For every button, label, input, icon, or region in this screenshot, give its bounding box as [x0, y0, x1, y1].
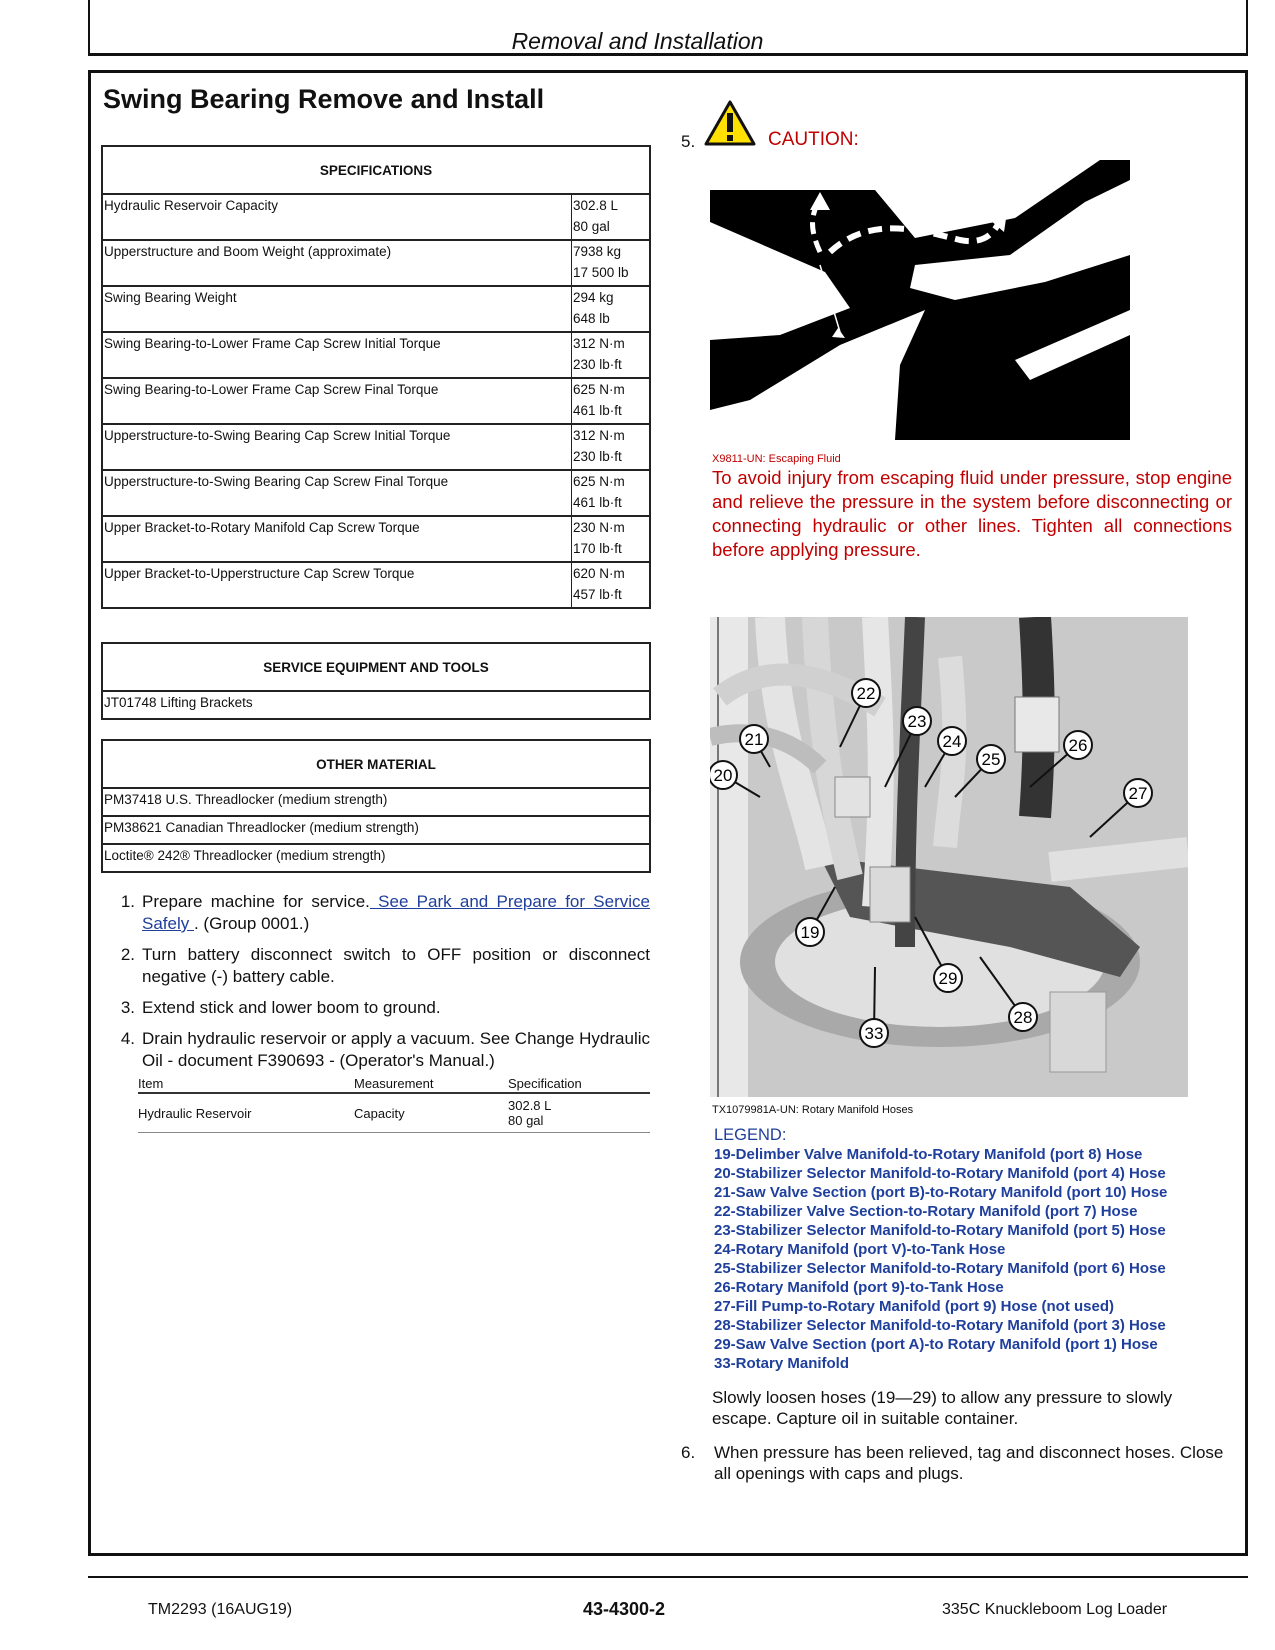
spec-label: Swing Bearing-to-Lower Frame Cap Screw Initial Torque — [102, 332, 572, 378]
legend-item: 25-Stabilizer Selector Manifold-to-Rotary Manifold (port 6) Hose — [714, 1260, 1166, 1277]
step-6-text: When pressure has been relieved, tag and disconnect hoses. Close all openings with caps and plugs. — [714, 1443, 1224, 1483]
spec-label: Upperstructure and Boom Weight (approximate) — [102, 240, 572, 286]
legend-item: 24-Rotary Manifold (port V)-to-Tank Hose — [714, 1241, 1006, 1258]
step-5-after-text: Slowly loosen hoses (19—29) to allow any pressure to slowly escape. Capture oil in suitable container. — [712, 1388, 1173, 1428]
step-text: Prepare machine for service. — [142, 892, 370, 911]
caution-text: To avoid injury from escaping fluid under pressure, stop engine and relieve the pressure in the system before disconnecting or connecting hydraulic or other lines. Tighten all connections before applying pressure. — [712, 467, 1232, 560]
legend — [714, 1126, 1234, 1373]
spec-value — [572, 562, 651, 608]
spec-value — [572, 240, 651, 286]
step-3 — [109, 997, 650, 1019]
step-5-number: 5. — [681, 132, 696, 151]
spec-value-imperial: 648 lb — [573, 311, 610, 326]
svg-text:33: 33 — [864, 1024, 884, 1043]
spec-value — [572, 332, 651, 378]
service-tools-heading: SERVICE EQUIPMENT AND TOOLS — [102, 643, 650, 691]
spec-label: Upperstructure-to-Swing Bearing Cap Screw Initial Torque — [102, 424, 572, 470]
step-text: Turn battery disconnect switch to OFF position or disconnect negative (-) battery cable. — [142, 945, 650, 986]
legend-item: 23-Stabilizer Selector Manifold-to-Rotary Manifold (port 5) Hose — [714, 1222, 1166, 1239]
spec-value — [572, 194, 651, 240]
spec-value-metric: 230 N·m — [573, 520, 625, 535]
spec-value-imperial: 461 lb·ft — [573, 495, 622, 510]
legend-item: 19-Delimber Valve Manifold-to-Rotary Manifold (port 8) Hose — [714, 1146, 1143, 1163]
legend-item: 20-Stabilizer Selector Manifold-to-Rotary Manifold (port 4) Hose — [714, 1165, 1166, 1182]
spec-label: Swing Bearing Weight — [102, 286, 572, 332]
step-number: 2. — [120, 945, 135, 964]
spec-value-imperial: 230 lb·ft — [573, 357, 622, 372]
spec-value-imperial: 17 500 lb — [573, 265, 629, 280]
legend-item: 27-Fill Pump-to-Rotary Manifold (port 9) Hose (not used) — [714, 1298, 1114, 1315]
spec-row — [102, 240, 650, 286]
spec-row — [102, 332, 650, 378]
spec-value — [572, 378, 651, 424]
spec-label: Upper Bracket-to-Upperstructure Cap Screw Torque — [102, 562, 572, 608]
legend-item: 26-Rotary Manifold (port 9)-to-Tank Hose — [714, 1279, 1004, 1296]
spec-value — [572, 470, 651, 516]
spec-row — [102, 286, 650, 332]
cell-specification — [508, 1093, 650, 1133]
step-number: 3. — [120, 998, 135, 1017]
legend-item: 22-Stabilizer Valve Section-to-Rotary Manifold (port 7) Hose — [714, 1203, 1138, 1220]
spec-value-metric: 7938 kg — [573, 244, 622, 259]
other-material-item: Loctite® 242® Threadlocker (medium strength) — [102, 844, 650, 872]
other-material-heading: OTHER MATERIAL — [102, 740, 650, 788]
park-prepare-link[interactable]: See Park and Prepare for Service Safely — [142, 892, 650, 933]
svg-text:28: 28 — [1013, 1008, 1033, 1027]
spec-label: Upperstructure-to-Swing Bearing Cap Screw Final Torque — [102, 470, 572, 516]
spec-label: Swing Bearing-to-Lower Frame Cap Screw Final Torque — [102, 378, 572, 424]
table-row — [138, 1093, 650, 1133]
rotary-manifold-figure — [710, 617, 1188, 1097]
spec-value-metric: 312 N·m — [573, 336, 625, 351]
step-6-number: 6. — [681, 1443, 696, 1462]
footer-rule — [88, 1576, 1248, 1578]
spec-value-metric: 294 kg — [573, 290, 614, 305]
page-title: Swing Bearing Remove and Install — [103, 84, 545, 114]
step-4 — [109, 1028, 650, 1072]
spec-value — [572, 516, 651, 562]
col-item: Item — [138, 1075, 354, 1093]
col-specification: Specification — [508, 1075, 650, 1093]
spec-value-imperial: 457 lb·ft — [573, 587, 622, 602]
spec-value — [572, 286, 651, 332]
spec-value-metric: 625 N·m — [573, 474, 625, 489]
spec-row — [102, 194, 650, 240]
footer-left: TM2293 (16AUG19) — [148, 1601, 293, 1618]
step-text: Drain hydraulic reservoir or apply a vacuum. See Change Hydraulic Oil - document F390693 - (Operator's Manual.) — [142, 1029, 650, 1070]
spec-value-imperial: 230 lb·ft — [573, 449, 622, 464]
service-tool-item: JT01748 Lifting Brackets — [102, 691, 650, 719]
spec-label: Upper Bracket-to-Rotary Manifold Cap Screw Torque — [102, 516, 572, 562]
step-1 — [109, 891, 650, 935]
spec-imperial: 80 gal — [508, 1113, 544, 1128]
svg-text:26: 26 — [1068, 736, 1088, 755]
spec-value-metric: 620 N·m — [573, 566, 625, 581]
spec-row — [102, 424, 650, 470]
other-material-item: PM38621 Canadian Threadlocker (medium strength) — [102, 816, 650, 844]
legend-item: 33-Rotary Manifold — [714, 1355, 850, 1372]
figure-caption-escaping-fluid: X9811-UN: Escaping Fluid — [712, 453, 841, 465]
footer-right: 335C Knuckleboom Log Loader — [942, 1601, 1168, 1618]
spec-row — [102, 562, 650, 608]
specifications-heading: SPECIFICATIONS — [102, 146, 650, 194]
step-number: 1. — [120, 892, 135, 911]
cell-item: Hydraulic Reservoir — [138, 1093, 354, 1133]
col-measurement: Measurement — [354, 1075, 508, 1093]
specifications-table — [101, 145, 651, 609]
spec-value-metric: 312 N·m — [573, 428, 625, 443]
spec-value-imperial: 461 lb·ft — [573, 403, 622, 418]
spec-row — [102, 378, 650, 424]
legend-item: 28-Stabilizer Selector Manifold-to-Rotary Manifold (port 3) Hose — [714, 1317, 1166, 1334]
figure-caption-rotary: TX1079981A-UN: Rotary Manifold Hoses — [712, 1104, 914, 1116]
svg-text:22: 22 — [856, 684, 876, 703]
step-text: Extend stick and lower boom to ground. — [142, 998, 441, 1017]
spec-metric: 302.8 L — [508, 1098, 552, 1113]
spec-value-imperial: 80 gal — [573, 219, 610, 234]
step-2 — [109, 944, 650, 988]
svg-text:21: 21 — [744, 730, 764, 749]
warning-triangle-icon — [704, 99, 756, 147]
spec-row — [102, 516, 650, 562]
svg-text:24: 24 — [942, 732, 962, 751]
cell-measurement: Capacity — [354, 1093, 508, 1133]
caution-label: CAUTION: — [768, 129, 859, 150]
procedure-steps-1-4 — [109, 891, 650, 1081]
other-material-item: PM37418 U.S. Threadlocker (medium strength) — [102, 788, 650, 816]
escaping-fluid-figure — [710, 160, 1130, 440]
capacity-table — [138, 1075, 650, 1133]
spec-value-metric: 625 N·m — [573, 382, 625, 397]
svg-text:19: 19 — [800, 923, 820, 942]
step-number: 4. — [120, 1029, 135, 1048]
step-text-suffix: . (Group 0001.) — [193, 914, 310, 933]
svg-text:25: 25 — [981, 750, 1001, 769]
legend-item: 21-Saw Valve Section (port B)-to-Rotary Manifold (port 10) Hose — [714, 1184, 1168, 1201]
svg-text:20: 20 — [713, 766, 733, 785]
service-tools-table — [101, 642, 651, 720]
legend-item: 29-Saw Valve Section (port A)-to Rotary Manifold (port 1) Hose — [714, 1336, 1158, 1353]
header-title: Removal and Installation — [511, 28, 764, 54]
spec-value-imperial: 170 lb·ft — [573, 541, 622, 556]
other-material-table — [101, 739, 651, 873]
spec-row — [102, 470, 650, 516]
spec-label: Hydraulic Reservoir Capacity — [102, 194, 572, 240]
svg-text:23: 23 — [907, 712, 927, 731]
svg-text:27: 27 — [1128, 784, 1148, 803]
svg-text:29: 29 — [938, 969, 958, 988]
spec-value-metric: 302.8 L — [573, 198, 619, 213]
spec-value — [572, 424, 651, 470]
legend-title: LEGEND: — [714, 1126, 787, 1144]
footer-center: 43-4300-2 — [583, 1599, 666, 1619]
